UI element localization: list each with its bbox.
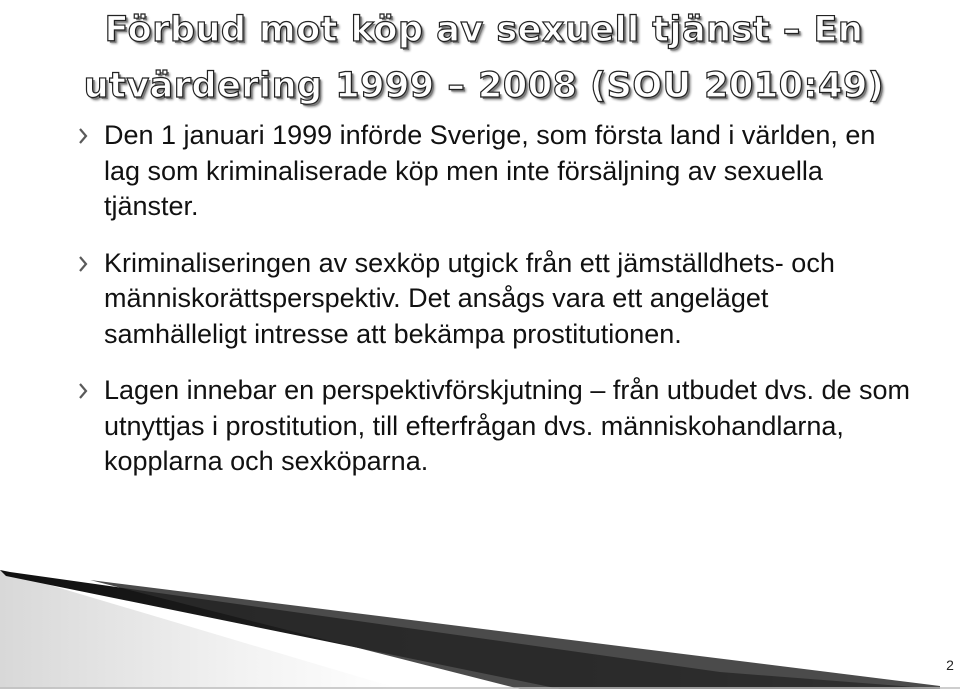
arrow-bullet-icon xyxy=(78,127,88,145)
decorative-swoosh xyxy=(0,560,960,689)
bullet-text: Den 1 januari 1999 införde Sverige, som första land i världen, en lag som kriminaliserade köp men inte försäljning av sexuella tjänster. xyxy=(104,120,876,221)
arrow-bullet-icon xyxy=(78,255,88,273)
bullet-text: Lagen innebar en perspektivförskjutning – från utbudet dvs. de som utnyttjas i prostitution, till efterfrågan dvs. människohandlarna, kopplarna och sexköparna. xyxy=(104,375,911,476)
slide-title: Förbud mot köp av sexuell tjänst – En utvärdering 1999 – 2008 (SOU 2010:49) xyxy=(83,10,885,106)
bullet-list xyxy=(76,118,916,480)
page-number: 2 xyxy=(946,657,954,673)
bullet-item xyxy=(76,246,916,353)
bullet-item xyxy=(76,373,916,480)
bullet-text: Kriminaliseringen av sexköp utgick från ett jämställdhets- och människorättsperspektiv. Det ansågs vara ett angeläget samhälleligt intresse att bekämpa prostitutionen. xyxy=(104,247,835,349)
bullet-item xyxy=(76,118,916,225)
arrow-bullet-icon xyxy=(78,382,88,400)
